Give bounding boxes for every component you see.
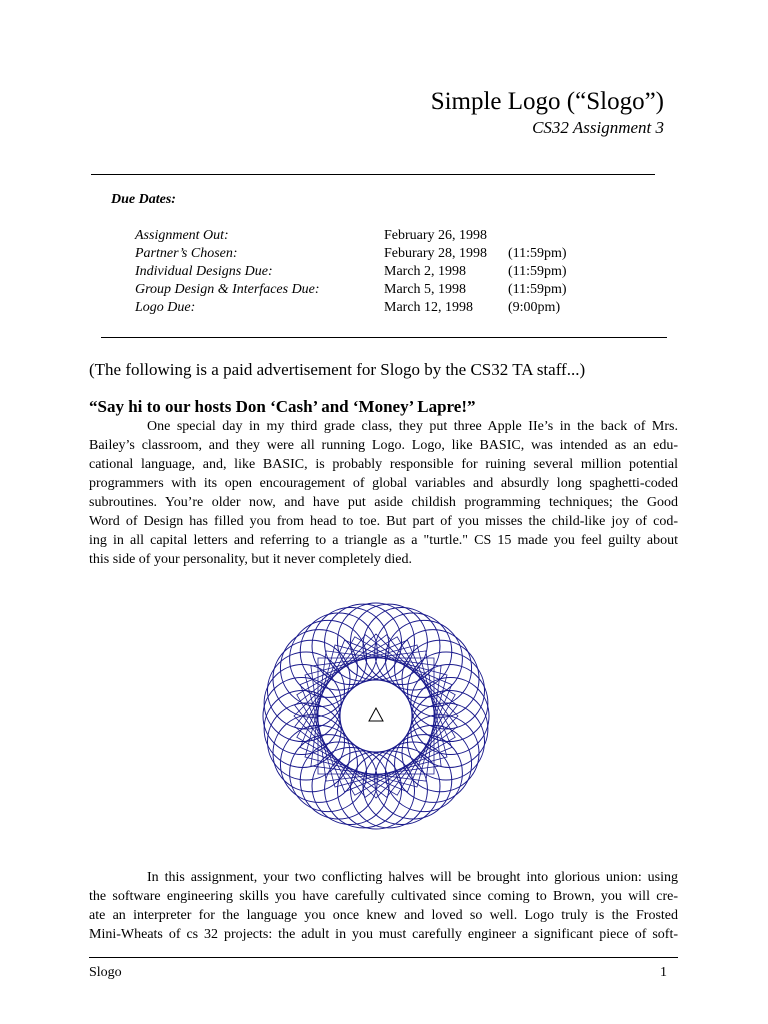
due-label: Group Design & Interfaces Due: <box>135 282 320 297</box>
paragraph-line: ate an interpreter for the language you once knew and loved so well. Logo truly is the Frosted <box>89 908 678 923</box>
due-date: Feburary 28, 1998 <box>384 246 488 261</box>
due-row <box>0 263 768 281</box>
paragraph-line: subroutines. You’re older now, and have put aside childish programming techniques; the Good <box>89 495 678 510</box>
due-row <box>0 227 768 245</box>
due-label: Partner’s Chosen: <box>135 246 238 261</box>
paragraph-line: In this assignment, your two conflicting halves will be brought into glorious union: using <box>147 870 678 885</box>
page-number: 1 <box>660 965 667 980</box>
paragraph-line: programmers with its open encouragement of global variables and absurdly long spaghetti-coded <box>89 476 678 491</box>
paragraph-line: cational language, and, like BASIC, is probably responsible for ruining several million potential <box>89 457 678 472</box>
advertisement-line: (The following is a paid advertisement for Slogo by the CS32 TA staff...) <box>89 360 586 379</box>
due-time: (9:00pm) <box>508 300 561 315</box>
due-label: Individual Designs Due: <box>135 264 273 279</box>
due-time: (11:59pm) <box>508 246 567 261</box>
logo-spirograph-figure <box>221 576 539 856</box>
due-date: March 5, 1998 <box>384 282 467 297</box>
intro-paragraph <box>89 417 678 569</box>
paragraph-line: Mini-Wheats of cs 32 projects: the adult in you must carefully engineer a significant piece of soft- <box>89 927 678 942</box>
due-time: (11:59pm) <box>508 282 567 297</box>
paragraph-line: Word of Design has filled you from head to toe. But part of you misses the child-like joy of cod- <box>89 514 678 529</box>
paragraph-line: One special day in my third grade class, they put three Apple IIe’s in the back of Mrs. <box>147 419 678 434</box>
due-row <box>0 245 768 263</box>
due-date: March 12, 1998 <box>384 300 474 315</box>
paragraph-line: the software engineering skills you have carefully cultivated since coming to Brown, you will cre- <box>89 889 678 904</box>
due-dates-heading: Due Dates: <box>111 192 176 207</box>
paragraph-line: this side of your personality, but it never completely died. <box>89 552 412 567</box>
header-rule <box>91 174 655 175</box>
assignment-paragraph <box>89 868 678 944</box>
section-heading: “Say hi to our hosts Don ‘Cash’ and ‘Money’ Lapre!” <box>89 397 476 416</box>
due-date: February 26, 1998 <box>384 228 488 243</box>
paragraph-line: ing in all capital letters and referring to a triangle as a "turtle." CS 15 made you feel guilty about <box>89 533 678 548</box>
spiro-center <box>340 680 412 752</box>
due-label: Logo Due: <box>135 300 196 315</box>
due-label: Assignment Out: <box>135 228 229 243</box>
footer-rule <box>89 957 678 958</box>
due-dates-rule <box>101 337 667 338</box>
paragraph-line: Bailey’s classroom, and they were all running Logo. Logo, like BASIC, was intended as an edu- <box>89 438 678 453</box>
due-row <box>0 299 768 317</box>
due-date: March 2, 1998 <box>384 264 467 279</box>
document-title: Simple Logo (“Slogo”) <box>430 88 664 115</box>
due-time: (11:59pm) <box>508 264 567 279</box>
footer-title: Slogo <box>89 965 122 980</box>
document-subtitle: CS32 Assignment 3 <box>532 118 664 137</box>
due-row <box>0 281 768 299</box>
